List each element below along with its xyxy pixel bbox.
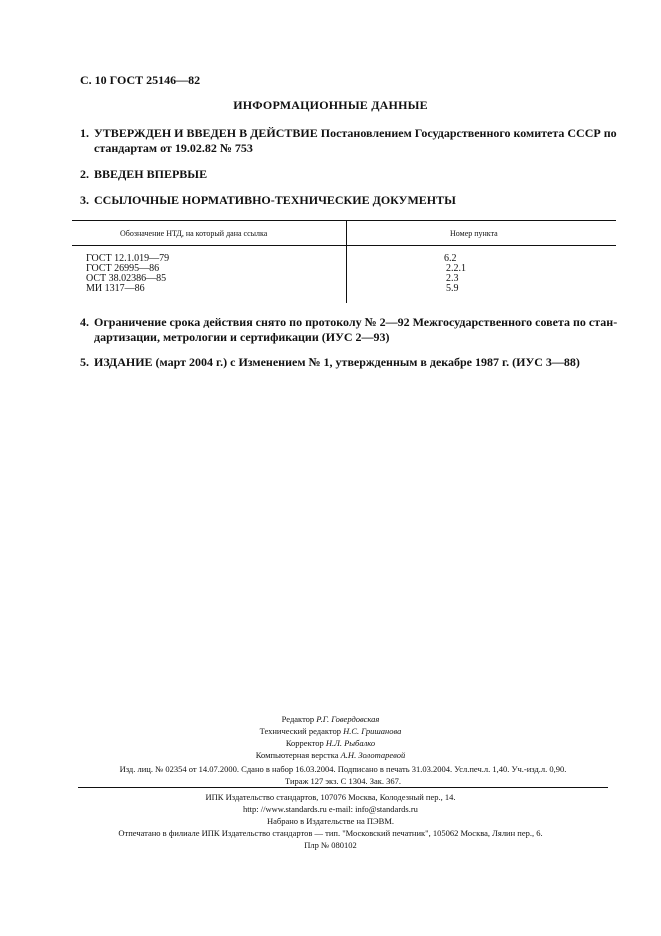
item-text-line1: УТВЕРЖДЕН И ВВЕДЕН В ДЕЙСТВИЕ Постановлением Государственного комитета СССР по — [94, 126, 617, 140]
imprint-separator — [78, 787, 608, 788]
item-text-line2: дартизации, метрологии и сертификации (ИУС 2—93) — [94, 330, 390, 344]
item-text-line2: стандартам от 19.02.82 № 753 — [94, 141, 253, 155]
table-cell-clause: 5.9 — [446, 283, 459, 294]
item-text-line1: ИЗДАНИЕ (март 2004 г.) с Изменением № 1, утвержденным в декабре 1987 г. (ИУС 3—88) — [94, 355, 580, 369]
table-cell-document: МИ 1317—86 — [86, 283, 145, 294]
credit-editor — [0, 713, 661, 725]
item-number: 3. — [80, 193, 89, 207]
table-cell-clause: 6.2 — [444, 253, 457, 264]
publisher-printed: Отпечатано в филиале ИПК Издательство стандартов — тип. "Московский печатник", 105062 Москва, Лялин пер., 6. — [118, 828, 543, 838]
item-number: 5. — [80, 355, 89, 369]
credit-name: Н.С. Гришанова — [343, 726, 402, 736]
imprint-line-2: Тираж 127 экз. С 1304. Зак. 367. — [284, 776, 402, 786]
credit-role: Редактор — [281, 714, 315, 724]
item-number: 1. — [80, 126, 89, 140]
table-cell-clause: 2.2.1 — [446, 263, 466, 274]
imprint-line-1: Изд. лиц. № 02354 от 14.07.2000. Сдано в набор 16.03.2004. Подписано в печать 31.03.2004. Усл.печ.л. 1,40. Уч.-изд.л. 0,90. — [119, 764, 567, 774]
publisher-address: ИПК Издательство стандартов, 107076 Москва, Колодезный пер., 14. — [205, 792, 456, 802]
credit-role: Корректор — [285, 738, 324, 748]
publisher-block — [0, 791, 661, 851]
item-text-line1: Ограничение срока действия снято по протоколу № 2—92 Межгосударственного совета по стан- — [94, 315, 618, 329]
table-cell-document: ОСТ 38.02386—85 — [86, 273, 167, 284]
publisher-web: http: //www.standards.ru e-mail: info@standards.ru — [243, 804, 418, 814]
item-text-line1: ВВЕДЕН ВПЕРВЫЕ — [94, 167, 208, 181]
credit-name: Р.Г. Говердовская — [316, 714, 380, 724]
credits-block — [0, 713, 661, 761]
publisher-license: Плр № 080102 — [304, 840, 357, 850]
table-top-rule — [72, 220, 616, 221]
page-title: ИНФОРМАЦИОННЫЕ ДАННЫЕ — [233, 98, 428, 112]
credit-name: А.Н. Золотаревой — [340, 750, 406, 760]
table-header-clause: Номер пункта — [450, 229, 498, 238]
info-item-5 — [80, 355, 620, 370]
references-table — [72, 220, 616, 303]
table-header-rule — [72, 245, 616, 246]
table-cell-document: ГОСТ 12.1.019—79 — [86, 253, 170, 264]
imprint-block — [78, 763, 608, 787]
info-item-3 — [80, 193, 620, 208]
table-cell-document: ГОСТ 26995—86 — [86, 263, 160, 274]
credit-name: Н.Л. Рыбалко — [325, 738, 376, 748]
info-item-2 — [80, 167, 620, 182]
table-header-document: Обозначение НТД, на который дана ссылка — [120, 229, 268, 238]
credit-role: Технический редактор — [259, 726, 341, 736]
item-number: 4. — [80, 315, 89, 329]
info-item-4 — [80, 315, 620, 345]
publisher-typeset: Набрано в Издательстве на ПЭВМ. — [266, 816, 395, 826]
info-item-1 — [80, 126, 620, 156]
table-cell-clause: 2.3 — [446, 273, 459, 284]
credit-role: Компьютерная верстка — [255, 750, 339, 760]
credit-layout — [0, 749, 661, 761]
credit-proofreader — [0, 737, 661, 749]
table-column-divider — [346, 220, 347, 303]
item-number: 2. — [80, 167, 89, 181]
page-header: С. 10 ГОСТ 25146—82 — [80, 73, 201, 87]
item-text-line1: ССЫЛОЧНЫЕ НОРМАТИВНО-ТЕХНИЧЕСКИЕ ДОКУМЕНТЫ — [94, 193, 456, 207]
credit-tech-editor — [0, 725, 661, 737]
